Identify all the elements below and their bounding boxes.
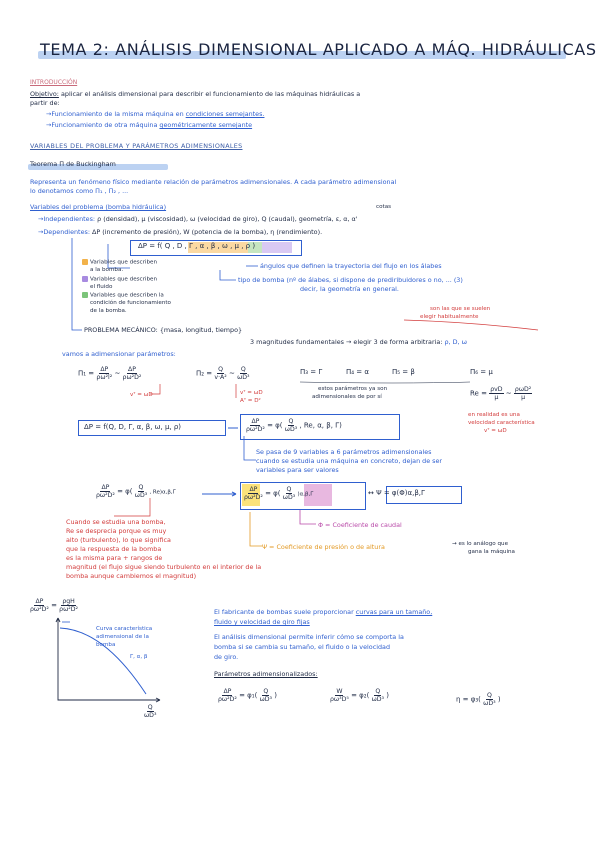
fabricante-text: El fabricante de bombas suele proporcionar — [214, 608, 356, 616]
red-block-line: magnitud (el flujo sigue siendo turbulento en el interior de la — [66, 563, 262, 571]
f2-q-num: Q — [375, 688, 381, 695]
objective-label: Objetivo: — [30, 90, 59, 98]
pi-3: Π₃ = Γ — [300, 368, 323, 376]
objective-line — [30, 90, 360, 99]
real-note-2: velocidad característica — [468, 420, 535, 426]
pi2-den: v·A² — [214, 374, 227, 381]
dependent-line — [38, 228, 322, 237]
intro-bullet-2 — [46, 121, 252, 130]
variables-heading: Variables del problema (bomba hidráulica) — [30, 203, 167, 211]
f2-close: ) — [386, 691, 389, 700]
eq3-l-phi: = φ( — [117, 487, 133, 496]
main-equation: ΔP = f( Q , D , Γ , α , β , ω , μ , ρ ) — [138, 242, 256, 250]
eq3-m-den: ρω²D² — [244, 494, 263, 501]
pi-5: Π₅ = β — [392, 368, 415, 376]
formula-2 — [330, 688, 389, 703]
graph-y-num: ΔP — [35, 598, 44, 605]
graph-y-num-2: ρgH — [62, 598, 75, 605]
f3-q-num: Q — [486, 692, 492, 699]
bullet1-underlined: condiciones semejantes. — [185, 110, 265, 118]
bullet1-text: →Funcionamiento de la misma máquina en — [46, 110, 186, 118]
eq2-lhs: ΔP = f(Q, D, Γ, α, β, ω, μ, ρ) — [84, 423, 182, 431]
red-block-line: bomba aunque cambiemos el magnitud) — [66, 572, 197, 580]
formula-1 — [218, 688, 277, 703]
legend-text: Variables que describen — [90, 276, 158, 283]
eq2-rhs — [246, 418, 342, 433]
pi2-label: Π₂ = — [196, 369, 213, 378]
eq2-q-num: Q — [288, 418, 294, 425]
legend-text: Variables que describen la — [90, 292, 164, 299]
highlight-fluido — [262, 242, 292, 253]
adim-note-2: adimensionales de por sí — [312, 394, 382, 400]
reynolds: Re = $\frac{\text{ρvD}}{\mu}$ ~ $\frac{\text{ρωD²}}{\mu}$ — [470, 386, 532, 401]
page-title: TEMA 2: ANÁLISIS DIMENSIONAL APLICADO A MÁQ. HIDRÁULICAS — [40, 40, 597, 59]
eq3-l-num: ΔP — [101, 484, 110, 491]
formula-3 — [456, 692, 501, 707]
eq3-l-tail: , Re)α,β,Γ — [149, 489, 176, 496]
v-note: vᵀ = ωD — [130, 392, 153, 398]
analisis-line-2: bomba si se cambia su tamaño, el fluido o la velocidad — [214, 643, 391, 651]
angles-note: ángulos que definen la trayectoria del flujo en los álabes — [260, 262, 442, 270]
curve-note-3: bomba — [96, 642, 116, 648]
red-note-1: son las que se suelen — [430, 306, 491, 312]
fabricante-text-ul: curvas para un tamaño, — [355, 608, 433, 616]
curve-note-1: Curva característica — [96, 626, 153, 632]
curve-params: Γ, α, β — [130, 654, 148, 660]
eq3-left — [96, 484, 176, 499]
pi-6: Π₆ = μ — [470, 368, 493, 376]
graph-y-den-2: ρω²D² — [59, 606, 79, 613]
fabricante-line-2: fluido y velocidad de giro fijas — [214, 618, 310, 626]
bullet2-text: →Funcionamiento de otra máquina — [46, 121, 160, 129]
legend-item — [82, 276, 157, 292]
f2-num: W — [336, 688, 343, 695]
chosen-magnitudes: ρ, D, ω — [444, 338, 467, 346]
section-heading: VARIABLES DEL PROBLEMA Y PARÁMETROS ADIMENSIONALES — [30, 142, 243, 150]
theorem-desc-2: lo denotamos como Π₁ , Π₂ , ... — [30, 187, 129, 195]
tipo-note-1: tipo de bomba (nº de álabes, si dispone de prediribuidores o no, ... (3) — [238, 276, 463, 284]
psi-note: Ψ = Coeficiente de presión o de altura — [262, 543, 385, 551]
tipo-note-2: decir, la geometría en general. — [300, 285, 399, 293]
analisis-line-3: de giro. — [214, 653, 239, 661]
red-block-line: Re se desprecia porque es muy — [66, 527, 167, 535]
bullet2-underlined: geométricamente semejante — [159, 121, 253, 129]
eq3-m-tail: )α,β,Γ — [297, 491, 314, 498]
graph-x-den: ωD³ — [144, 712, 157, 719]
eq2-note-2: cuando se estudia una máquina en concreto, dejan de ser — [256, 457, 443, 465]
eq3-note-2: gana la máquina — [468, 549, 515, 555]
f2-den: ρω³D⁵ — [330, 696, 349, 703]
independent-text: ρ (densidad), μ (viscosidad), ω (velocidad de giro), Q (caudal), geometría, ε, α, α' — [97, 215, 358, 223]
f1-q-num: Q — [263, 688, 269, 695]
f2-eq: = φ₂( — [351, 691, 370, 700]
red-note-2: elegir habitualmente — [420, 314, 479, 320]
legend-text-3: de la bomba. — [90, 307, 127, 314]
phi-note: Φ = Coeficiente de caudal — [318, 521, 402, 529]
f1-den: ρω²D² — [218, 696, 237, 703]
v-note-2a: vᵀ = ωD — [240, 390, 263, 396]
annotation-cotas: cotas — [376, 204, 392, 210]
graph-y-den: ρω²D² — [30, 606, 49, 613]
eq3-m-num: ΔP — [249, 486, 258, 493]
red-block-line: Cuando se estudia una bomba, — [66, 518, 166, 526]
graph-ylabel — [30, 598, 78, 613]
magnitudes-line — [250, 338, 467, 347]
real-note-3: vᵀ = ωD — [484, 428, 507, 434]
pi1-num: ΔP — [100, 366, 109, 373]
graph-y-eq: = — [51, 601, 60, 610]
eq2-q-den: ωD³ — [284, 426, 298, 433]
f1-q-den: ωD³ — [259, 696, 272, 703]
theorem-desc-1: Representa un fenómeno físico mediante relación de parámetros adimensionales. A cada parámetro adimensional — [30, 178, 397, 186]
pi2-num: Q — [218, 366, 224, 373]
eq3-m-q-num: Q — [286, 486, 292, 493]
legend-text-2: el fluido — [90, 284, 113, 291]
legend-text-2: a la bomba. — [90, 267, 124, 274]
eq3-l-q-num: Q — [138, 484, 144, 491]
pi2-den-2: ωD³ — [237, 374, 250, 381]
f3-close: ) — [497, 695, 501, 704]
mechanical-problem: PROBLEMA MECÁNICO: {masa, longitud, tiempo} — [84, 326, 243, 334]
legend-item — [82, 259, 157, 275]
re-label: Re = — [470, 389, 487, 398]
eq2-tail: , Re, α, β, Γ) — [299, 421, 342, 430]
legend-swatch — [82, 276, 88, 282]
eq2-num: ΔP — [251, 418, 260, 425]
re-den: μ — [494, 394, 499, 401]
red-block-line: que la respuesta de la bomba — [66, 545, 162, 553]
eq3-right: ↔ Ψ = φ(Φ)α,β,Γ — [368, 489, 425, 497]
pi1-label: Π₁ = — [78, 369, 95, 378]
f1-close: ) — [274, 691, 277, 700]
params-heading: Parámetros adimensionalizados: — [214, 670, 318, 678]
pi1-den-2: ρω²D² — [122, 374, 142, 381]
f1-num: ΔP — [223, 688, 232, 695]
eq2-note-1: Se pasa de 9 variables a 6 parámetros adimensionales — [256, 448, 432, 456]
f3-eq: η = φ₃( — [456, 695, 481, 704]
eq3-mid — [244, 486, 313, 501]
eq2-note-3: variables para ser valores — [256, 466, 339, 474]
independent-line — [38, 215, 357, 224]
graph-x-num: Q — [147, 704, 153, 711]
dependent-label: →Dependientes: — [38, 228, 90, 236]
legend-swatch — [82, 259, 88, 265]
magnitudes-text: 3 magnitudes fundamentales → elegir 3 de forma arbitraria: — [250, 338, 443, 346]
pi-2: Π₂ = $\frac{Q}{\text{v·A²}}$ ~ $\frac{Q}{\text{ωD³}}$ — [196, 366, 250, 381]
pi-4: Π₄ = α — [346, 368, 369, 376]
objective-text-2: partir de: — [30, 99, 60, 107]
intro-bullet-1 — [46, 110, 264, 119]
f1-eq: = φ₁( — [239, 691, 258, 700]
curve-note-2: adimensional de la — [96, 634, 149, 640]
theorem-title: Teorema Π de Buckingham — [30, 160, 116, 168]
intro-heading: INTRODUCCIÓN — [30, 79, 78, 86]
objective-text: aplicar el análisis dimensional para describir el funcionamiento de las máquinas hidráulicas a — [60, 90, 361, 98]
eq3-note-1: → es lo análogo que — [452, 541, 509, 547]
re-den-2: μ — [521, 394, 526, 401]
f2-q-den: ωD³ — [371, 696, 384, 703]
pi1-num-2: ΔP — [127, 366, 136, 373]
eq3-l-q-den: ωD³ — [134, 492, 148, 499]
adim-note-1: estos parámetros ya son — [318, 386, 388, 392]
red-block-line: es la misma para + rangos de — [66, 554, 163, 562]
pi-1: Π₁ = $\frac{\Delta P}{\text{ρω²l²}}$ ~ $\frac{\Delta P}{\text{ρω²D²}}$ — [78, 366, 142, 381]
eq2-phi: = φ( — [267, 421, 283, 430]
analisis-line-1: El análisis dimensional permite inferir cómo se comporta la — [214, 633, 404, 641]
re-num-2: ρωD² — [514, 386, 532, 393]
dependent-text: ΔP (incremento de presión), W (potencia de la bomba), η (rendimiento). — [92, 228, 323, 236]
legend-text-2: condición de funcionamiento — [90, 300, 171, 307]
eq3-m-phi: = φ( — [265, 489, 281, 498]
legend-text: Variables que describen — [90, 259, 158, 266]
legend-swatch — [82, 292, 88, 298]
eq3-l-den: ρω²D² — [96, 492, 115, 499]
eq2-den: ρω²D² — [246, 426, 265, 433]
pi1-den: ρω²l² — [96, 374, 113, 381]
pi2-num-2: Q — [240, 366, 246, 373]
red-block-line: alto (turbulento), lo que significa — [66, 536, 171, 544]
graph-xlabel — [144, 704, 156, 719]
independent-label: →Independientes: — [38, 215, 96, 223]
v-note-2b: Aᵀ = D² — [240, 398, 261, 404]
legend-item — [82, 292, 171, 315]
eq3-m-q-den: ωD³ — [282, 494, 296, 501]
re-num: ρvD — [490, 386, 503, 393]
real-note-1: en realidad es una — [468, 412, 520, 418]
f3-q-den: ωD³ — [483, 700, 496, 707]
adimensionar-line: vamos a adimensionar parámetros: — [62, 350, 176, 358]
fabricante-line-1 — [214, 608, 432, 617]
